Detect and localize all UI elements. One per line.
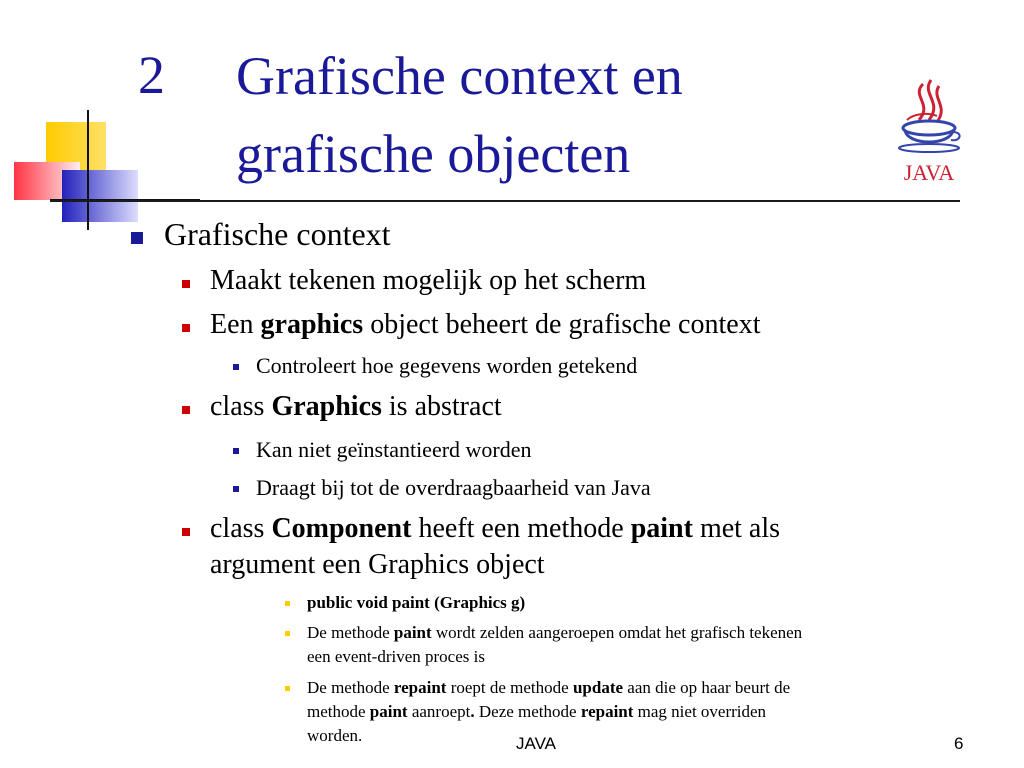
- bullet-marker: [182, 324, 190, 332]
- bullet-l2d: class Component heeft een methode paint met als: [210, 513, 781, 544]
- java-logo-text: JAVA: [903, 160, 955, 185]
- decorative-squares-graphic: [0, 0, 200, 240]
- java-coffee-cup-icon: [893, 76, 965, 188]
- bullet-l2d-line2: argument een Graphics object: [210, 549, 545, 580]
- bullet-l4c: De methode repaint roept de methode update aan die op haar beurt de: [307, 678, 791, 697]
- bullet-marker: [131, 232, 143, 244]
- bullet-marker: [233, 364, 239, 370]
- bullet-l4c-line3: worden.: [307, 726, 363, 745]
- bullet-l3c: Draagt bij tot de overdraagbaarheid van Java: [256, 475, 651, 500]
- footer-title: JAVA: [516, 734, 556, 753]
- bullet-l2c: class Graphics is abstract: [210, 391, 502, 422]
- bullet-l4b-line2: een event-driven proces is: [307, 647, 485, 666]
- bullet-marker: [285, 601, 290, 606]
- bullet-marker: [182, 528, 190, 536]
- slide-title-line2: grafische objecten: [236, 123, 631, 184]
- bullet-marker: [233, 486, 239, 492]
- slide-title-line1: Grafische context en: [236, 46, 683, 106]
- bullet-l2b: Een graphics object beheert de grafische context: [210, 309, 761, 340]
- bullet-marker: [285, 631, 290, 636]
- bullet-marker: [182, 280, 190, 288]
- slide-title: [236, 38, 683, 194]
- bullet-l4a: public void paint (Graphics g): [307, 593, 526, 612]
- bullet-marker: [233, 448, 239, 454]
- bullet-l3b: Kan niet geïnstantieerd worden: [256, 437, 532, 462]
- bullet-marker: [285, 686, 290, 691]
- bullet-l3a: Controleert hoe gegevens worden getekend: [256, 353, 638, 378]
- title-divider: [50, 200, 960, 202]
- bullet-l1: Grafische context: [164, 216, 391, 252]
- bullet-l2a: Maakt tekenen mogelijk op het scherm: [210, 265, 647, 296]
- bullet-l4b: De methode paint wordt zelden aangeroepen omdat het grafisch tekenen: [307, 623, 803, 642]
- bullet-marker: [182, 406, 190, 414]
- page-number: 6: [954, 734, 964, 753]
- slide-number-label: 2: [138, 45, 165, 105]
- bullet-l4c-line2: methode paint aanroept. Deze methode repaint mag niet overriden: [307, 702, 767, 721]
